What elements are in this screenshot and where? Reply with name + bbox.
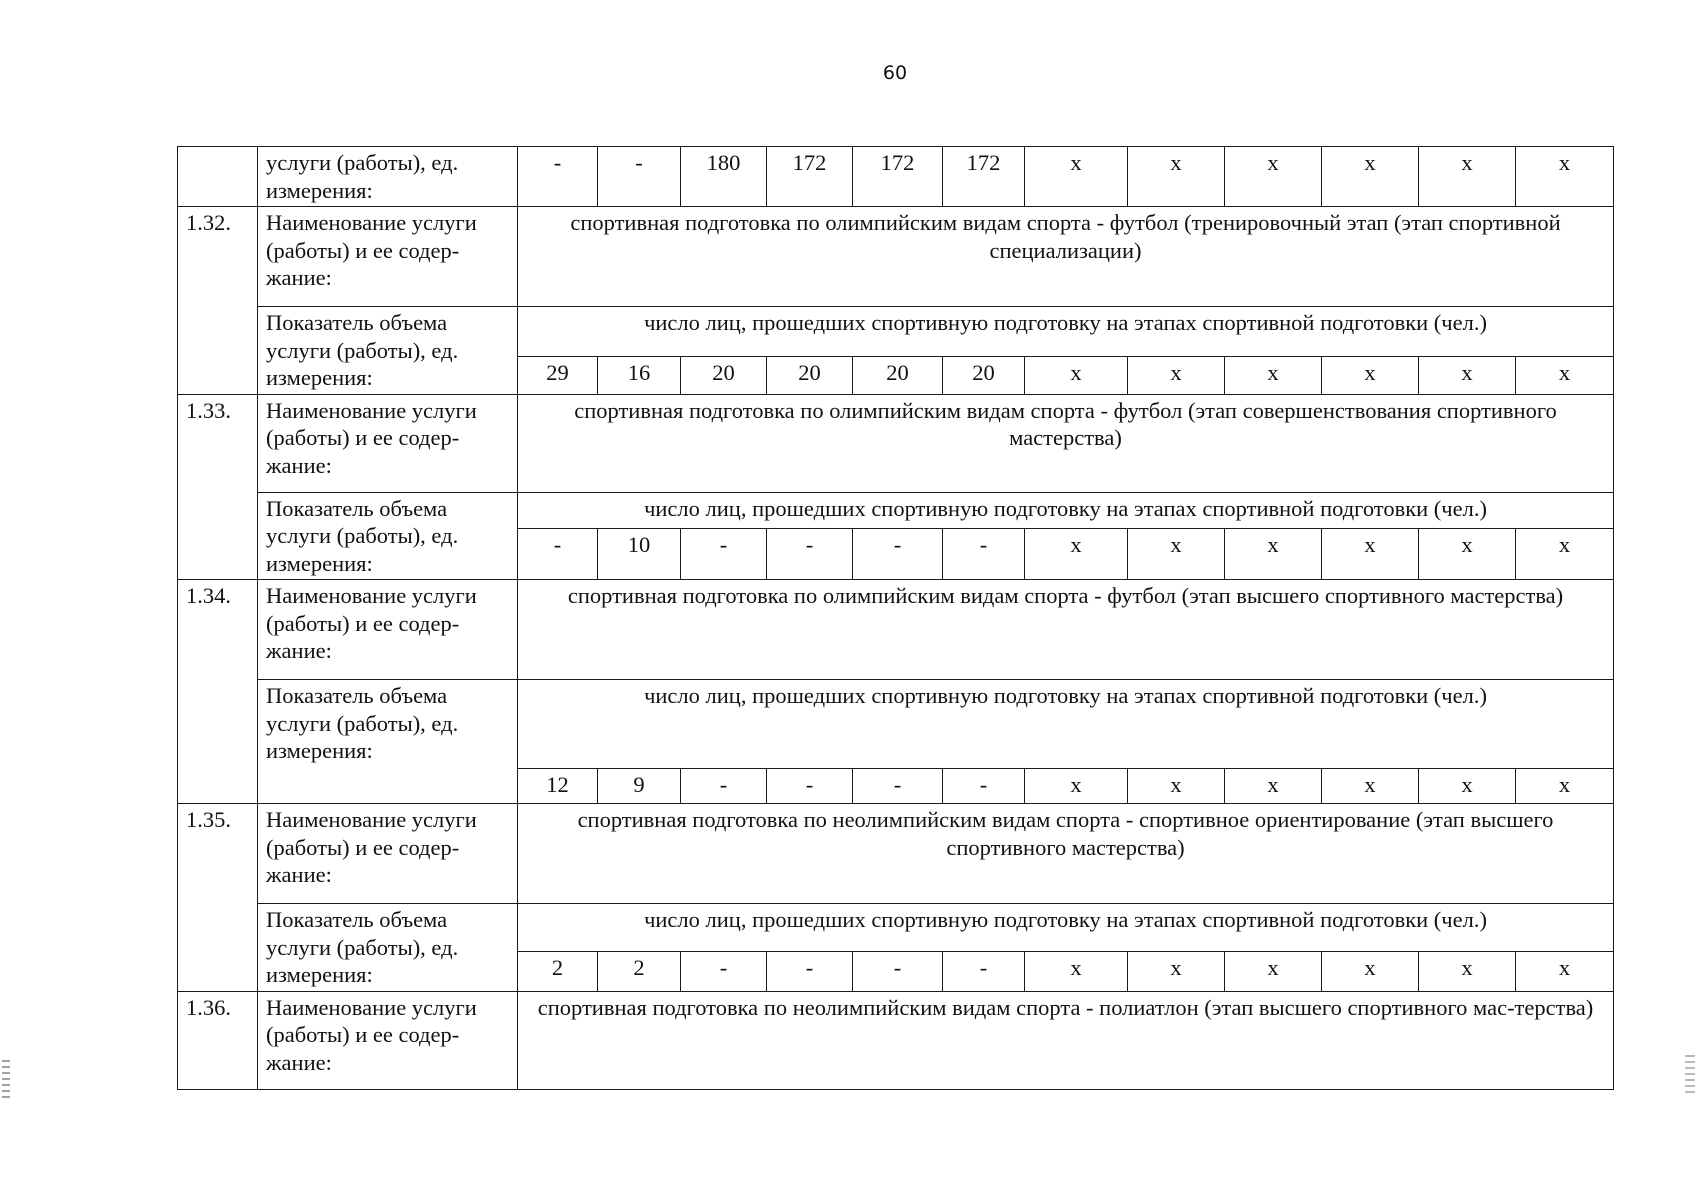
value-cell: х [1225, 147, 1322, 207]
measure-description: число лиц, прошедших спортивную подготовку на этапах спортивной подготовки (чел.) [518, 492, 1614, 528]
value-cell: 20 [681, 357, 767, 395]
value-cell: х [1128, 147, 1225, 207]
value-cell: - [681, 951, 767, 991]
service-name-label: Наименование услуги (работы) и ее содер-жание: [258, 580, 518, 680]
value-cell: х [1516, 951, 1614, 991]
value-cell: х [1322, 147, 1419, 207]
value-cell: - [598, 147, 681, 207]
service-description: спортивная подготовка по неолимпийским видам спорта - полиатлон (этап высшего спортивного мас-терства) [518, 991, 1614, 1089]
service-description: спортивная подготовка по неолимпийским видам спорта - спортивное ориентирование (этап высшего спортивного мастерства) [518, 804, 1614, 904]
page-number: 60 [882, 62, 908, 84]
indicator-label: услуги (работы), ед. измерения: [258, 147, 518, 207]
value-cell: х [1225, 769, 1322, 804]
value-cell: 172 [767, 147, 853, 207]
value-cell: - [518, 147, 598, 207]
services-table [177, 146, 1614, 1090]
value-cell: х [1322, 357, 1419, 395]
value-cell: - [853, 951, 943, 991]
measure-description: число лиц, прошедших спортивную подготовку на этапах спортивной подготовки (чел.) [518, 904, 1614, 952]
value-cell: х [1322, 528, 1419, 579]
value-cell: 2 [518, 951, 598, 991]
row-number: 1.35. [178, 804, 258, 992]
service-description: спортивная подготовка по олимпийским видам спорта - футбол (этап высшего спортивного мастерства) [518, 580, 1614, 680]
value-cell: - [943, 769, 1025, 804]
table-row [178, 680, 1614, 769]
value-cell: х [1025, 951, 1128, 991]
value-cell: 180 [681, 147, 767, 207]
value-cell: х [1419, 357, 1516, 395]
row-number: 1.34. [178, 580, 258, 804]
table-row [178, 804, 1614, 904]
row-number: 1.32. [178, 207, 258, 395]
value-cell: х [1025, 147, 1128, 207]
measure-description: число лиц, прошедших спортивную подготовку на этапах спортивной подготовки (чел.) [518, 680, 1614, 769]
value-cell: 12 [518, 769, 598, 804]
service-name-label: Наименование услуги (работы) и ее содер-жание: [258, 394, 518, 492]
value-cell: - [943, 528, 1025, 579]
scan-artifact [1685, 1055, 1695, 1095]
value-cell: - [767, 528, 853, 579]
value-cell: х [1419, 147, 1516, 207]
indicator-label: Показатель объема услуги (работы), ед. измерения: [258, 307, 518, 395]
value-cell: х [1025, 357, 1128, 395]
value-cell: - [943, 951, 1025, 991]
value-cell: х [1128, 769, 1225, 804]
row-number: 1.36. [178, 991, 258, 1089]
value-cell: 2 [598, 951, 681, 991]
indicator-label: Показатель объема услуги (работы), ед. измерения: [258, 492, 518, 580]
value-cell: х [1322, 769, 1419, 804]
value-cell: х [1128, 528, 1225, 579]
value-cell: х [1516, 147, 1614, 207]
value-cell: 29 [518, 357, 598, 395]
value-cell: - [681, 528, 767, 579]
value-cell: х [1516, 769, 1614, 804]
value-cell: 172 [943, 147, 1025, 207]
table-row [178, 991, 1614, 1089]
value-cell: х [1025, 769, 1128, 804]
value-cell: - [767, 951, 853, 991]
row-number: 1.33. [178, 394, 258, 580]
value-cell: х [1419, 769, 1516, 804]
value-cell: 20 [767, 357, 853, 395]
table-row [178, 580, 1614, 680]
value-cell: х [1419, 528, 1516, 579]
value-cell: 16 [598, 357, 681, 395]
value-cell: 172 [853, 147, 943, 207]
service-description: спортивная подготовка по олимпийским видам спорта - футбол (тренировочный этап (этап спортивной специализации) [518, 207, 1614, 307]
value-cell: х [1322, 951, 1419, 991]
service-description: спортивная подготовка по олимпийским видам спорта - футбол (этап совершенствования спортивного мастерства) [518, 394, 1614, 492]
value-cell: 20 [943, 357, 1025, 395]
table-row [178, 307, 1614, 357]
value-cell: х [1516, 357, 1614, 395]
value-cell: 20 [853, 357, 943, 395]
value-cell: - [853, 528, 943, 579]
value-cell: - [853, 769, 943, 804]
value-cell: - [681, 769, 767, 804]
table-row [178, 394, 1614, 492]
scan-artifact [2, 1060, 10, 1100]
value-cell: х [1128, 951, 1225, 991]
service-name-label: Наименование услуги (работы) и ее содер-жание: [258, 991, 518, 1089]
value-cell: х [1516, 528, 1614, 579]
value-cell: х [1225, 528, 1322, 579]
value-cell: 10 [598, 528, 681, 579]
table-row [178, 147, 1614, 207]
value-cell: 9 [598, 769, 681, 804]
value-cell: х [1225, 357, 1322, 395]
indicator-label: Показатель объема услуги (работы), ед. измерения: [258, 680, 518, 804]
value-cell: - [767, 769, 853, 804]
indicator-label: Показатель объема услуги (работы), ед. измерения: [258, 904, 518, 992]
table-row [178, 492, 1614, 528]
value-cell: х [1419, 951, 1516, 991]
table-row [178, 904, 1614, 952]
row-number-cell [178, 147, 258, 207]
value-cell: х [1025, 528, 1128, 579]
service-name-label: Наименование услуги (работы) и ее содер-жание: [258, 804, 518, 904]
value-cell: х [1128, 357, 1225, 395]
service-name-label: Наименование услуги (работы) и ее содер-жание: [258, 207, 518, 307]
value-cell: х [1225, 951, 1322, 991]
value-cell: - [518, 528, 598, 579]
table-row [178, 207, 1614, 307]
measure-description: число лиц, прошедших спортивную подготовку на этапах спортивной подготовки (чел.) [518, 307, 1614, 357]
